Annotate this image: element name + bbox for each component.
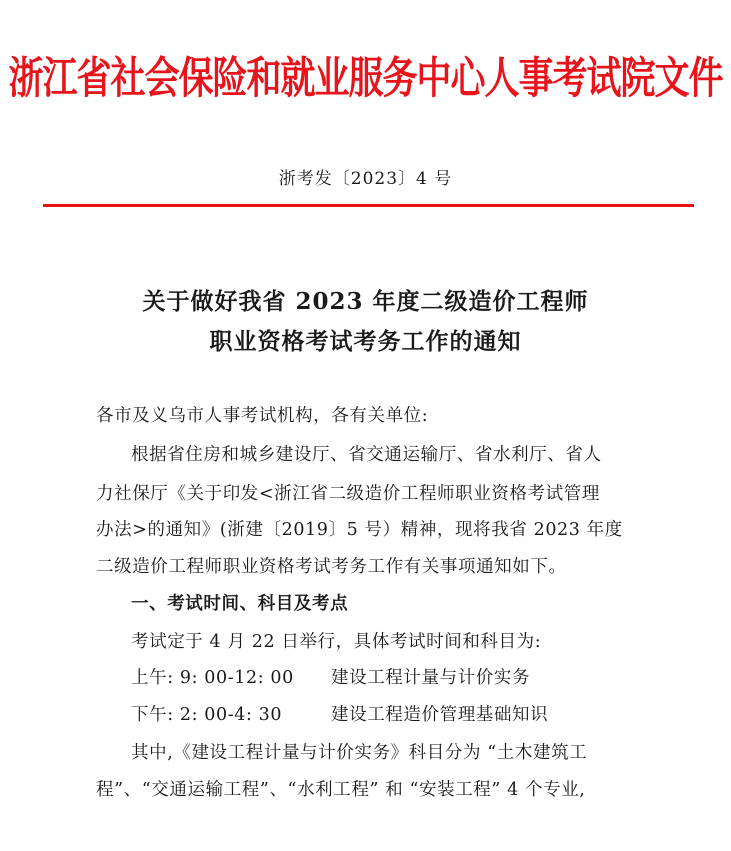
- notice-title-line-1: 关于做好我省 2023 年度二级造价工程师: [142, 288, 589, 315]
- afternoon-session-time: 下午: 2: 00-4: 30: [131, 705, 283, 725]
- document-number: 浙考发〔2023〕4 号: [278, 169, 453, 189]
- paragraph-1-line-1: 根据省住房和城乡建设厅、省交通运输厅、省水利厅、省人: [131, 445, 602, 465]
- morning-session-subject: 建设工程计量与计价实务: [331, 668, 531, 688]
- paragraph-2-line-1: 其中,《建设工程计量与计价实务》科目分为 “土木建筑工: [131, 743, 588, 763]
- morning-session-time: 上午: 9: 00-12: 00: [131, 668, 294, 688]
- paragraph-1-line-3: 办法>的通知》(浙建〔2019〕5 号）精神，现将我省 2023 年度: [96, 520, 623, 540]
- exam-date-line: 考试定于 4 月 22 日举行，具体考试时间和科目为:: [131, 632, 542, 652]
- notice-title-line-2: 职业资格考试考务工作的通知: [209, 328, 522, 355]
- paragraph-1-line-2: 力社保厅《关于印发<浙江省二级造价工程师职业资格考试管理: [96, 484, 600, 504]
- afternoon-session-subject: 建设工程造价管理基础知识: [331, 705, 549, 725]
- addressee-line: 各市及义乌市人事考试机构，各有关单位:: [96, 406, 429, 426]
- red-divider-line: [43, 204, 694, 207]
- paragraph-2-line-2: 程”、“交通运输工程”、“水利工程” 和 “安装工程” 4 个专业,: [96, 780, 586, 800]
- paragraph-1-line-4: 二级造价工程师职业资格考试考务工作有关事项通知如下。: [96, 557, 567, 577]
- section-1-heading: 一、考试时间、科目及考点: [131, 594, 349, 614]
- org-header-title: 浙江省社会保险和就业服务中心人事考试院文件: [8, 54, 723, 104]
